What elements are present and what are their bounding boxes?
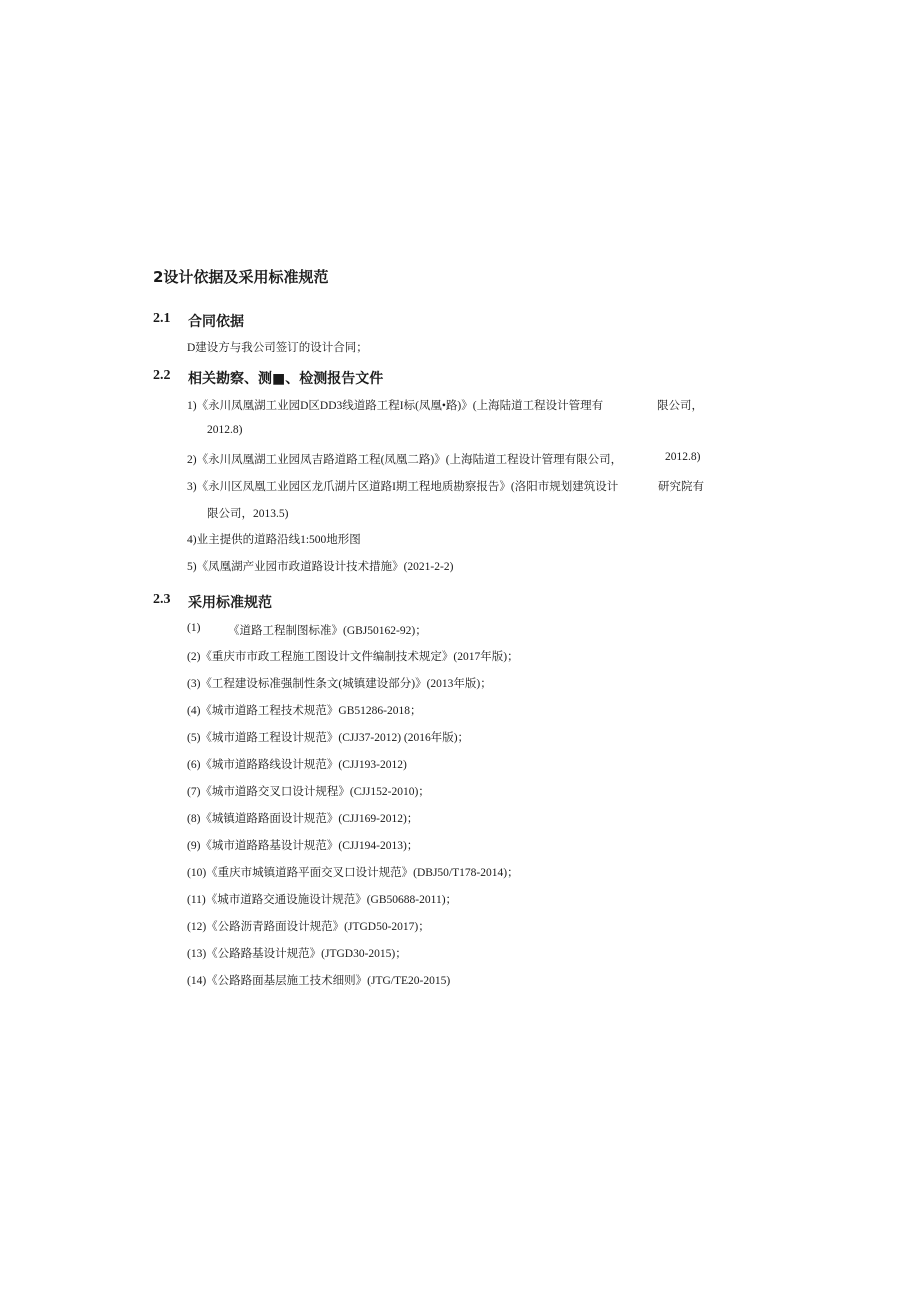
document-title: 2设计依据及采用标准规范: [153, 268, 329, 286]
list-item: (3)《工程建设标准强制性条文(城镇建设部分)》(2013年版)；: [187, 678, 492, 690]
list-item: (6)《城市道路路线设计规范》(CJJ193-2012): [187, 759, 407, 771]
section-number: 2.3: [153, 592, 171, 607]
section-number: 2.2: [153, 368, 171, 383]
list-item: 4)业主提供的道路沿线1:500地形图: [187, 534, 361, 546]
list-item: 1)《永川凤凰湖工业园D区DD3线道路工程I标(凤凰•路)》(上海陆道工程设计管理有: [187, 400, 604, 412]
list-item: (14)《公路路面基层施工技术细则》(JTG/TE20-2015): [187, 975, 451, 987]
list-item: 《道路工程制图标准》(GBJ50162-92)；: [228, 625, 427, 637]
section-heading: 采用标准规范: [188, 595, 272, 611]
list-item: (11)《城市道路交通设施设计规范》(GB50688-2011)；: [187, 894, 458, 906]
list-item: 限公司，2013.5): [207, 508, 289, 520]
section-heading: 相关勘察、测■、检测报告文件: [188, 371, 384, 387]
list-item: 3)《永川区凤凰工业园区龙爪湖片区道路I期工程地质勘察报告》(洛阳市规划建筑设计: [187, 481, 619, 493]
list-item: (5)《城市道路工程设计规范》(CJJ37-2012) (2016年版)；: [187, 732, 470, 744]
section-heading: 合同依据: [188, 314, 244, 330]
section-number: 2.1: [153, 311, 171, 326]
list-item: 5)《凤凰湖产业园市政道路设计技术措施》(2021-2-2): [187, 561, 454, 573]
list-item: 2012.8): [665, 451, 701, 463]
list-item: (8)《城镇道路路面设计规范》(CJJ169-2012)；: [187, 813, 419, 825]
list-item: D建设方与我公司签订的设计合同；: [187, 342, 368, 354]
list-item: (2)《重庆市市政工程施工图设计文件编制技术规定》(2017年版)；: [187, 651, 519, 663]
list-item: (13)《公路路基设计规范》(JTGD30-2015)；: [187, 948, 407, 960]
list-item: (4)《城市道路工程技术规范》GB51286-2018；: [187, 705, 422, 717]
list-item: (12)《公路沥青路面设计规范》(JTGD50-2017)；: [187, 921, 430, 933]
list-item: 2)《永川凤凰湖工业园凤吉路道路工程(凤凰二路)》(上海陆道工程设计管理有限公司，: [187, 454, 623, 466]
list-item: (10)《重庆市城镇道路平面交叉口设计规范》(DBJ50/T178-2014)；: [187, 867, 519, 879]
list-item: (9)《城市道路路基设计规范》(CJJ194-2013)；: [187, 840, 419, 852]
list-item: 限公司，: [657, 400, 703, 412]
list-item: (7)《城市道路交叉口设计规程》(CJJ152-2010)；: [187, 786, 430, 798]
list-item: 研究院有: [658, 481, 704, 493]
list-item: (1): [187, 622, 201, 634]
list-item: 2012.8): [207, 424, 243, 436]
